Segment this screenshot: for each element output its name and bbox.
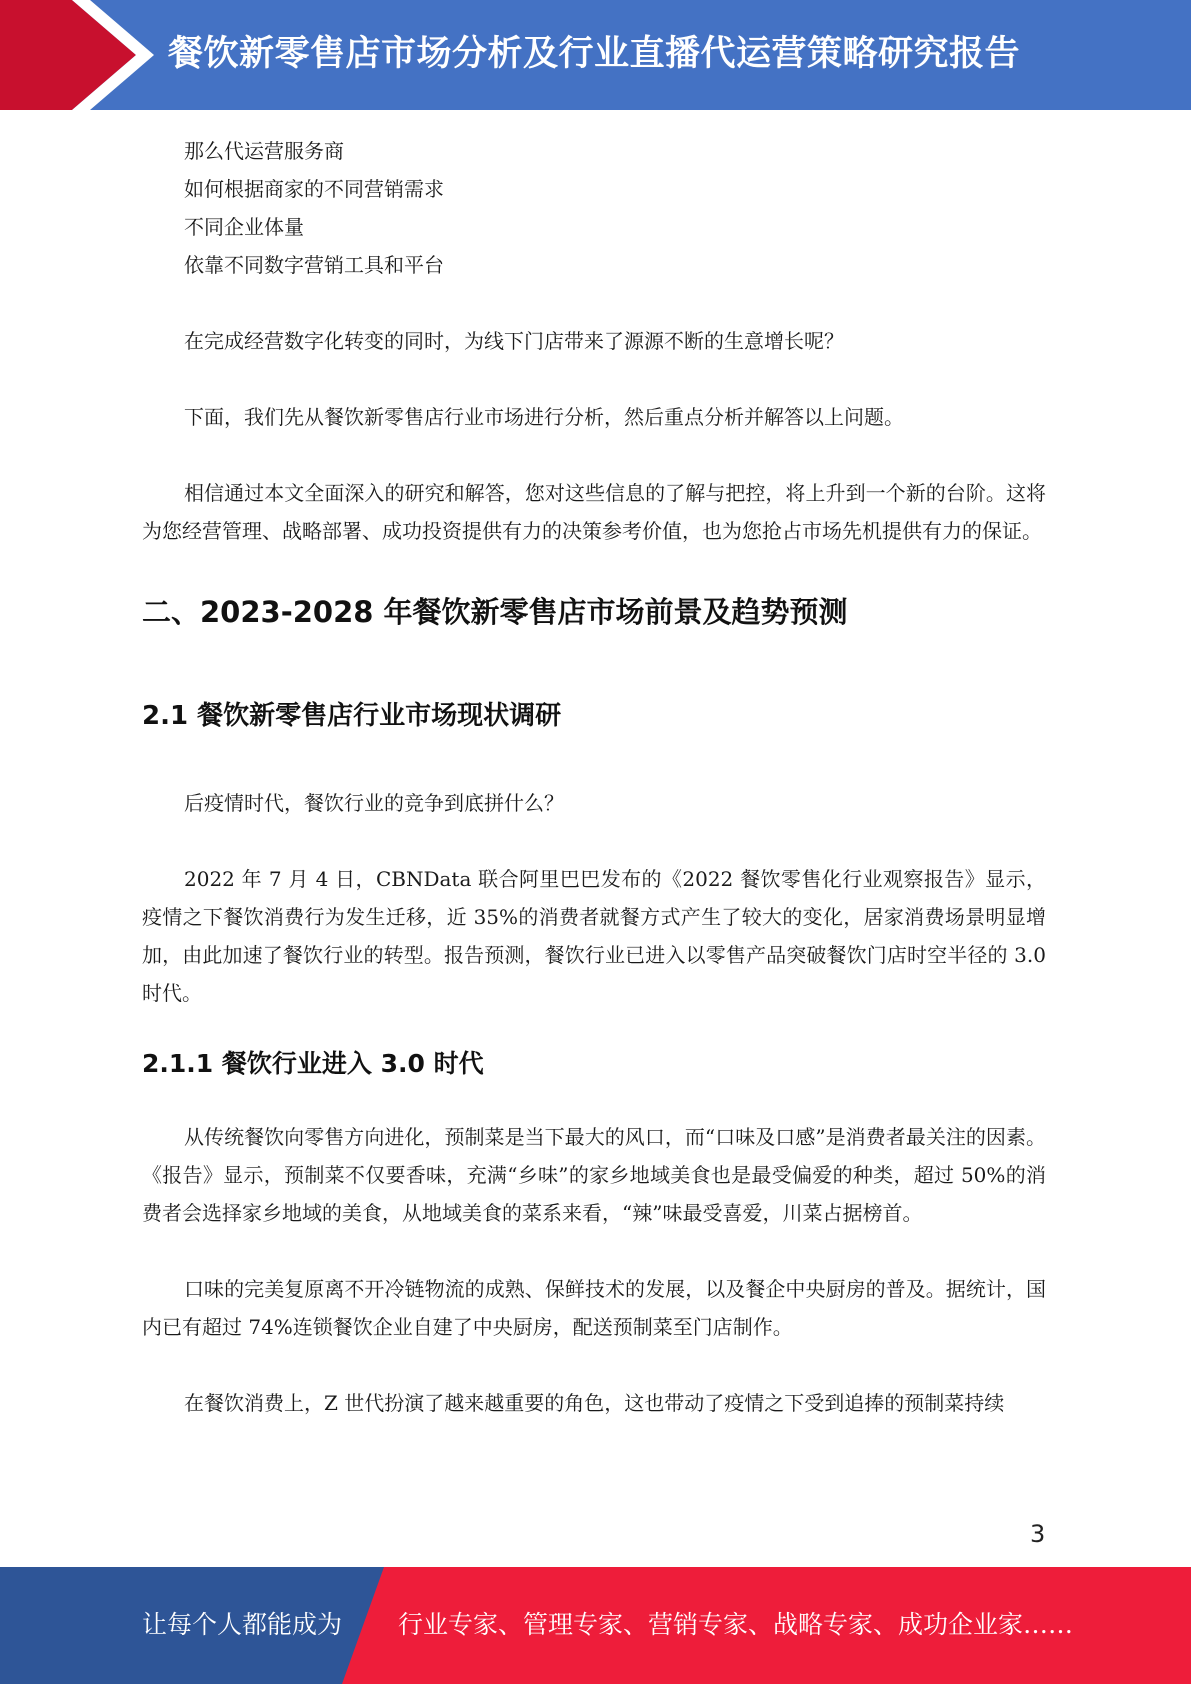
paragraph-1: 在完成经营数字化转变的同时，为线下门店带来了源源不断的生意增长呢？	[184, 329, 844, 353]
intro-line-2: 如何根据商家的不同营销需求	[184, 177, 444, 201]
footer-slogan-left: 让每个人都能成为	[142, 1610, 343, 1639]
header-banner	[0, 0, 1191, 110]
paragraph-8: 在餐饮消费上，Z 世代扮演了越来越重要的角色，这也带动了疫情之下受到追捧的预制菜持续	[184, 1391, 1005, 1415]
page-number: 3	[1030, 1520, 1046, 1548]
paragraph-2: 下面，我们先从餐饮新零售店行业市场进行分析，然后重点分析并解答以上问题。	[184, 405, 904, 429]
intro-line-1: 那么代运营服务商	[184, 139, 344, 163]
paragraph-4: 后疫情时代，餐饮行业的竞争到底拼什么？	[184, 791, 564, 815]
intro-line-3: 不同企业体量	[184, 215, 304, 239]
page-content	[142, 132, 1046, 1422]
subsubsection-heading: 2.1.1 餐饮行业进入 3.0 时代	[142, 1049, 484, 1078]
intro-line-4: 依靠不同数字营销工具和平台	[184, 253, 444, 277]
paragraph-7: 口味的完美复原离不开冷链物流的成熟、保鲜技术的发展，以及餐企中央厨房的普及。据统计，国内已有超过 74%连锁餐饮企业自建了中央厨房，配送预制菜至门店制作。	[142, 1277, 1046, 1339]
section-heading: 二、2023-2028 年餐饮新零售店市场前景及趋势预测	[142, 595, 848, 629]
footer-banner	[0, 1567, 1191, 1684]
subsection-heading: 2.1 餐饮新零售店行业市场现状调研	[142, 701, 562, 731]
paragraph-3: 相信通过本文全面深入的研究和解答，您对这些信息的了解与把控，将上升到一个新的台阶。这将为您经营管理、战略部署、成功投资提供有力的决策参考价值，也为您抢占市场先机提供有力的保证。	[142, 481, 1046, 543]
paragraph-5: 2022 年 7 月 4 日，CBNData 联合阿里巴巴发布的《2022 餐饮零售化行业观察报告》显示，疫情之下餐饮消费行为发生迁移，近 35%的消费者就餐方式产生了较大的变化，居家消费场景明显增加，由此加速了餐饮行业的转型。报告预测，餐饮行业已进入以零售产品突破餐饮门店时空半径的 3.0 时代。	[142, 867, 1046, 1005]
report-title: 餐饮新零售店市场分析及行业直播代运营策略研究报告	[168, 34, 1021, 74]
paragraph-6: 从传统餐饮向零售方向进化，预制菜是当下最大的风口，而“口味及口感”是消费者最关注的因素。《报告》显示，预制菜不仅要香味，充满“乡味”的家乡地域美食也是最受偏爱的种类，超过 50%的消费者会选择家乡地域的美食，从地域美食的菜系来看，“辣”味最受喜爱，川菜占据榜首。	[142, 1125, 1046, 1225]
footer-slogan-right: 行业专家、管理专家、营销专家、战略专家、成功企业家……	[398, 1610, 1074, 1639]
